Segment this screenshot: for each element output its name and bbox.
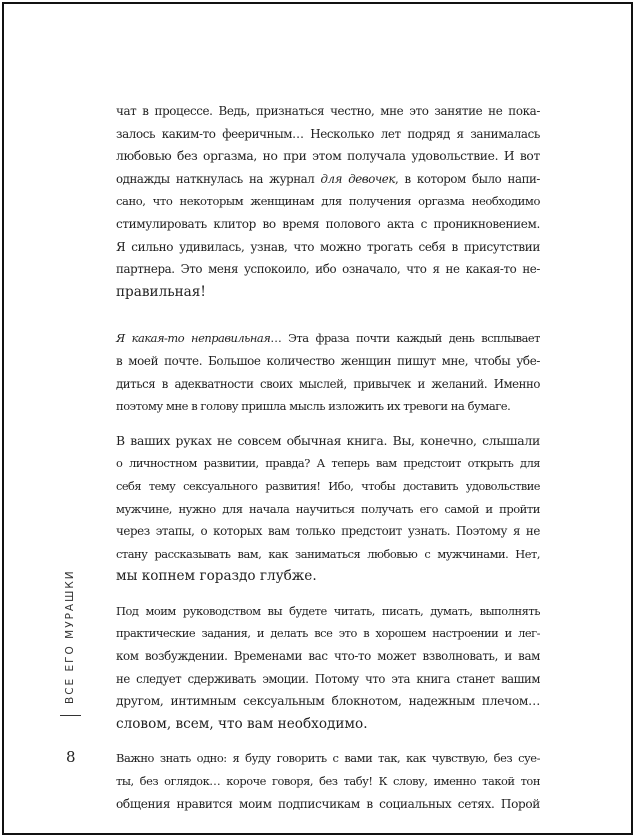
text-segment: любовью без оргазма, но при этом получала удовольствие. И вот [116, 149, 540, 164]
paragraph [116, 747, 540, 815]
text-segment: чат в процессе. Ведь, признаться честно, мне это занятие не пока- [116, 104, 540, 118]
text-line [116, 213, 540, 236]
text-segment: поэтому мне в голову пришла мысль изложить их тревоги на бумаге. [116, 399, 511, 414]
text-segment: словом, всем, что вам необходимо. [116, 715, 368, 732]
text-segment: не следует сдерживать эмоции. Потому что эта книга станет вашим [116, 671, 540, 686]
text-line [116, 258, 540, 281]
text-line [116, 100, 540, 123]
running-head: ВСЕ ЕГО МУРАШКИ [64, 569, 76, 704]
text-line [116, 543, 540, 566]
text-line [116, 565, 540, 588]
text-line [116, 645, 540, 668]
text-segment: о личностном развитии, правда? А теперь вам предстоит открыть для [116, 456, 540, 471]
text-segment: другом, интимным сексуальным блокнотом, надежным плечом… [116, 694, 540, 709]
text-segment: В ваших руках не совсем обычная книга. Вы, конечно, слышали [116, 432, 540, 448]
page-number: 8 [66, 748, 76, 766]
text-segment: диться в адекватности своих мыслей, привычек и желаний. Именно [116, 376, 540, 391]
text-segment: ком возбуждении. Временами вас что-то может взволновать, и вам [116, 649, 540, 664]
text-line [116, 281, 540, 304]
text-segment: залось каким-то фееричным… Несколько лет подряд я занималась [116, 126, 540, 141]
text-line [116, 622, 540, 645]
text-segment: Под моим руководством вы будете читать, писать, думать, выполнять [116, 603, 540, 618]
text-line [116, 747, 540, 770]
book-page [2, 2, 633, 835]
paragraph [116, 600, 540, 736]
text-line [116, 327, 540, 350]
text-line [116, 713, 540, 736]
paragraph [116, 430, 540, 588]
text-segment: ты, без оглядок… короче говоря, без табу! К слову, именно такой тон [116, 774, 540, 789]
text-line [116, 498, 540, 521]
text-segment: мы копнем гораздо глубже. [116, 568, 317, 585]
text-segment: партнера. Это меня успокоило, ибо означало, что я не какая-то не- [116, 262, 540, 277]
text-segment: через этапы, о которых вам только предстоит узнать. Поэтому я не [116, 524, 540, 539]
text-line [116, 145, 540, 168]
paragraph [116, 100, 540, 303]
text-line [116, 123, 540, 146]
text-line [116, 520, 540, 543]
italic-text: для девочек [320, 171, 395, 186]
text-segment: Важно знать одно: я буду говорить с вами так, как чувствую, без суе- [116, 751, 540, 766]
text-line [116, 168, 540, 191]
text-line [116, 475, 540, 498]
text-line [116, 236, 540, 259]
text-segment: себя тему сексуального развития! Ибо, чтобы доставить удовольствие [116, 478, 540, 493]
text-line [116, 770, 540, 793]
text-segment: в моей почте. Большое количество женщин пишут мне, чтобы убе- [116, 353, 540, 368]
text-segment: правильная! [116, 283, 206, 300]
running-head-rule [60, 715, 81, 716]
text-segment: … Эта фраза почти каждый день всплывает [270, 331, 540, 346]
text-segment: Я сильно удивилась, узнав, что можно трогать себя в присутствии [116, 239, 540, 254]
text-segment: стимулировать клитор во время полового акта с проникновением. [116, 216, 540, 231]
text-segment: стану рассказывать вам, как заниматься любовью с мужчинами. Нет, [116, 546, 540, 561]
text-segment: сано, что некоторым женщинам для получения оргазма необходимо [116, 194, 540, 209]
body-text [116, 100, 540, 827]
text-segment: однажды наткнулась на журнал [116, 171, 321, 186]
text-line [116, 600, 540, 623]
paragraph [116, 327, 540, 417]
text-line [116, 452, 540, 475]
text-segment: мужчине, нужно для начала научиться получать его самой и пройти [116, 501, 540, 516]
text-line [116, 793, 540, 816]
text-line [116, 190, 540, 213]
text-line [116, 690, 540, 713]
text-segment: практические задания, и делать все это в хорошем настроении и лег- [116, 626, 540, 641]
italic-text: Я какая-то неправильная [116, 331, 271, 346]
text-line [116, 430, 540, 453]
text-segment: общения нравится моим подписчикам в социальных сетях. Порой [116, 796, 540, 811]
text-line [116, 395, 540, 418]
text-segment: , в котором было напи- [394, 171, 541, 186]
text-line [116, 668, 540, 691]
text-line [116, 350, 540, 373]
text-line [116, 373, 540, 396]
